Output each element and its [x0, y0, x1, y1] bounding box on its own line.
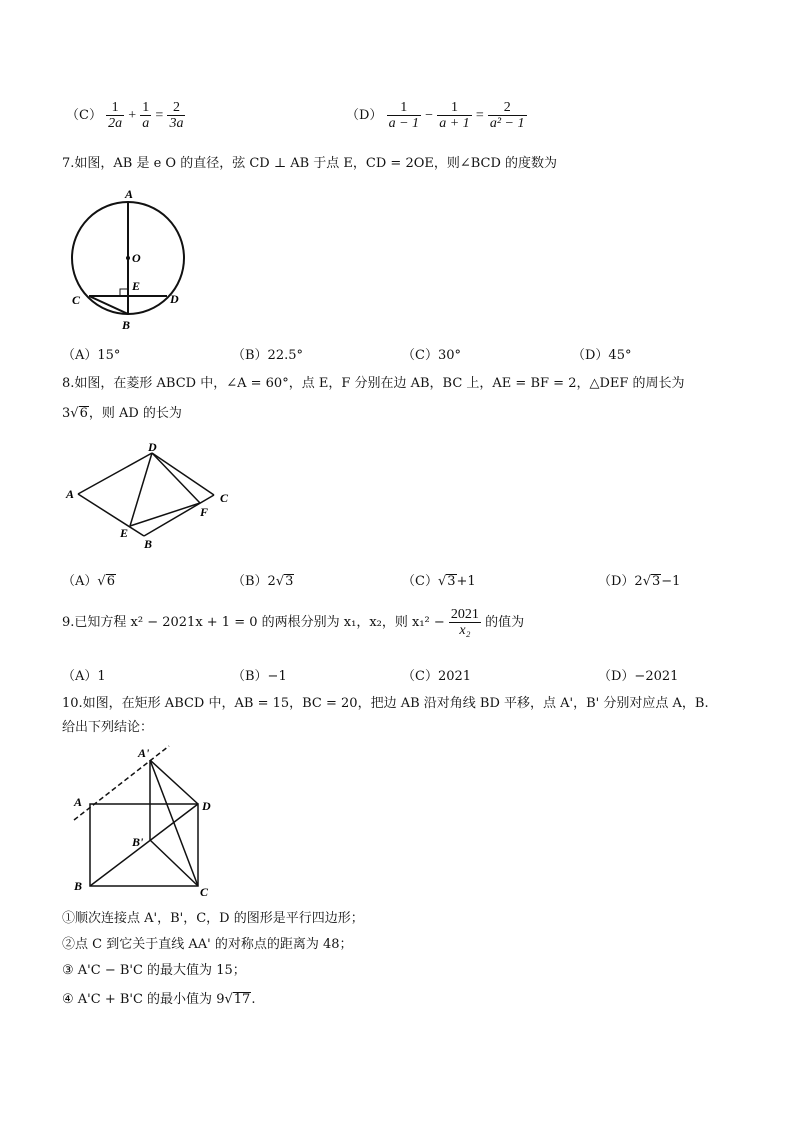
svg-text:A: A [125, 187, 134, 201]
svg-text:O: O [132, 251, 141, 265]
fraction: $\frac{1}{a}$ [142, 100, 150, 131]
fraction: $\frac{1}{a - 1}$ [388, 100, 420, 131]
q9-stem: 9.已知方程 x² − 2021x + 1 = 0 的两根分别为 x₁，x₂，则 x₁² − $\frac{2021}{\text{x₂}}$ 的值为 [62, 607, 525, 638]
fraction: $\frac{1}{a + 1}$ [439, 100, 470, 131]
svg-text:A': A' [138, 746, 150, 760]
q7-option-b: （B）22.5° [232, 348, 303, 363]
q8-option-a: （A）√6 [62, 574, 115, 589]
svg-text:D: D [202, 799, 211, 813]
q9-option-d: （D）−2021 [598, 669, 679, 684]
svg-text:B: B [74, 879, 83, 893]
svg-text:B: B [122, 318, 131, 332]
fraction: $\frac{2021}{\text{x₂}}$ [450, 607, 479, 638]
svg-text:B': B' [132, 835, 144, 849]
q7-stem: 7.如图，AB 是 e O 的直径，弦 CD ⊥ AB 于点 E，CD = 2OE，则∠BCD 的度数为 [62, 156, 558, 171]
svg-text:C: C [200, 885, 209, 899]
q10-conclusion-3: ③ A'C − B'C 的最大值为 15； [62, 963, 246, 978]
q7-option-c: （C）30° [402, 348, 461, 363]
q8-option-d: （D）2√3−1 [598, 574, 681, 589]
fraction: $\frac{2}{\text{a² − 1}}$ [489, 100, 525, 131]
svg-text:D: D [148, 440, 157, 454]
q8-rhombus-figure [62, 440, 242, 555]
svg-text:E: E [132, 279, 141, 293]
svg-text:B: B [144, 537, 153, 551]
svg-text:E: E [120, 526, 129, 540]
q9-option-b: （B）−1 [232, 669, 287, 684]
q6-option-d: （D） $\frac{1}{a - 1}$ − $\frac{1}{a + 1}$ = $\frac{2}{\text{a² − 1}}$ [346, 100, 525, 131]
q9-option-a: （A）1 [62, 669, 106, 684]
svg-text:D: D [170, 292, 179, 306]
q8-option-c: （C）√3+1 [402, 574, 476, 589]
q8-stem-line2: 3√6，则 AD 的长为 [62, 406, 182, 421]
option-label: （C） [66, 108, 102, 123]
fraction: $\frac{1}{2a}$ [108, 100, 123, 131]
q6-option-c: （C） $\frac{1}{2a}$ + $\frac{1}{a}$ = $\frac{2}{3a}$ [66, 100, 184, 131]
svg-text:C: C [220, 491, 229, 505]
q8-option-b: （B）2√3 [232, 574, 294, 589]
fraction: $\frac{2}{3a}$ [169, 100, 184, 131]
svg-text:A: A [74, 795, 83, 809]
svg-text:A: A [66, 487, 75, 501]
q10-conclusion-4: ④ A'C + B'C 的最小值为 9√17. [62, 992, 256, 1007]
q10-conclusion-1: ①顺次连接点 A'，B'，C，D 的图形是平行四边形； [62, 911, 364, 926]
q7-option-a: （A）15° [62, 348, 121, 363]
svg-text:C: C [72, 293, 81, 307]
q7-option-d: （D）45° [572, 348, 632, 363]
q10-stem-line2: 给出下列结论： [62, 720, 154, 735]
svg-text:F: F [200, 505, 209, 519]
q10-rectangle-figure [62, 740, 232, 900]
q9-option-c: （C）2021 [402, 669, 472, 684]
q10-conclusion-2: ②点 C 到它关于直线 AA' 的对称点的距离为 48； [62, 937, 353, 952]
q7-circle-figure [62, 186, 197, 336]
option-label: （D） [346, 108, 383, 123]
q8-stem-line1: 8.如图，在菱形 ABCD 中，∠A = 60°，点 E，F 分别在边 AB，BC 上，AE = BF = 2，△DEF 的周长为 [62, 376, 685, 391]
q10-stem-line1: 10.如图，在矩形 ABCD 中，AB = 15，BC = 20，把边 AB 沿对角线 BD 平移，点 A'，B' 分别对应点 A，B. [62, 696, 709, 711]
